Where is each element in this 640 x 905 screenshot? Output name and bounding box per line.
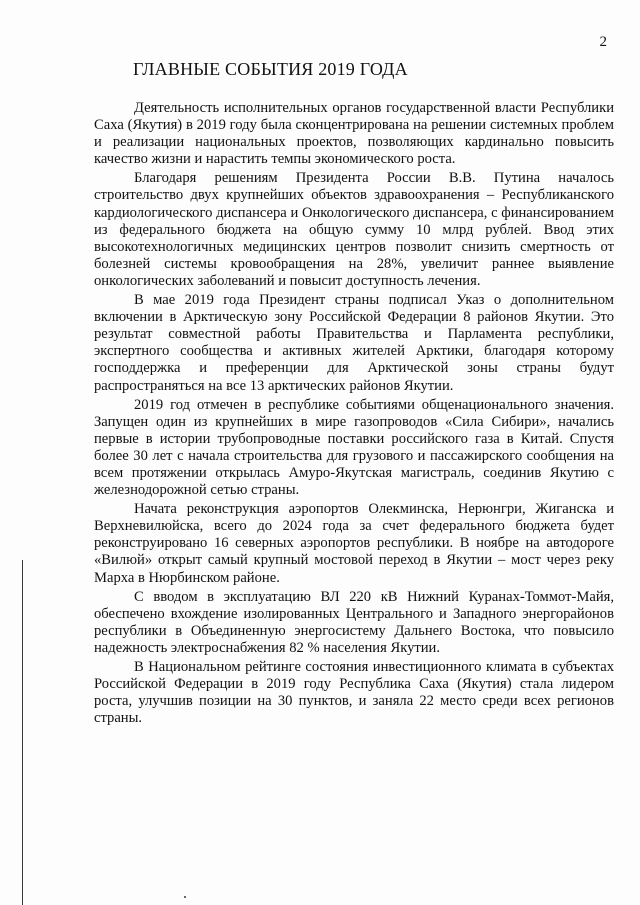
- document-body: [94, 100, 614, 729]
- paragraph-6: С вводом в эксплуатацию ВЛ 220 кВ Нижний Куранах-Томмот-Майя, обеспечено вхождение изолированных Центрального и Западного энергорайонов республики в Объединенную энергосистему Дальнего Востока, что повысило надежность электроснабжения 82 % населения Якутии.: [94, 588, 614, 656]
- paragraph-1: Деятельность исполнительных органов государственной власти Республики Саха (Якутия) в 2019 году была сконцентрирована на решении системных проблем и реализации национальных проектов, позволяющих кардинально повысить качество жизни и нарастить темпы экономического роста.: [94, 100, 614, 168]
- paragraph-3: В мае 2019 года Президент страны подписал Указ о дополнительном включении в Арктическую зону Российской Федерации 8 районов Якутии. Это результат совместной работы Правительства и Парламента республики, экспертного сообщества и активных жителей Арктики, благодаря которому господдержка и преференции для Арктической зоны страны будут распространяться на все 13 арктических районов Якутии.: [94, 292, 614, 394]
- paragraph-5: Начата реконструкция аэропортов Олекминска, Нерюнгри, Жиганска и Верхневилюйска, всего до 2024 года за счет федерального бюджета будет реконструировано 16 северных аэропортов республики. В ноябре на автодороге «Вилюй» открыт самый крупный мостовой переход в Якутии – мост через реку Марха в Нюрбинском районе.: [94, 501, 614, 586]
- paragraph-4: 2019 год отмечен в республике событиями общенационального значения. Запущен один из крупнейших в мире газопроводов «Сила Сибири», начались первые в истории трубопроводные поставки российского газа в Китай. Спустя более 30 лет с начала строительства для грузового и пассажирского сообщения на всем протяжении открылась Амуро-Якутская магистраль, соединив Якутию с железнодорожной сетью страны.: [94, 396, 614, 499]
- scan-speck: [184, 896, 186, 898]
- paragraph-2: Благодаря решениям Президента России В.В. Путина началось строительство двух крупнейших объектов здравоохранения – Республиканского кардиологического диспансера и Онкологического диспансера, с финансированием из федерального бюджета на общую сумму 10 млрд рублей. Ввод этих высокотехнологичных медицинских центров позволит снизить смертность от болезней системы кровообращения на 28%, увеличит раннее выявление онкологических заболеваний и повысит доступность лечения.: [94, 170, 614, 289]
- page-number: 2: [599, 34, 607, 50]
- paragraph-7: В Национальном рейтинге состояния инвестиционного климата в субъектах Российской Федерации в 2019 году Республика Саха (Якутия) стала лидером роста, улучшив позиции на 30 пунктов, и заняла 22 место среди всех регионов страны.: [94, 659, 614, 727]
- page-title: ГЛАВНЫЕ СОБЫТИЯ 2019 ГОДА: [133, 59, 408, 79]
- scan-edge-line: [22, 560, 23, 905]
